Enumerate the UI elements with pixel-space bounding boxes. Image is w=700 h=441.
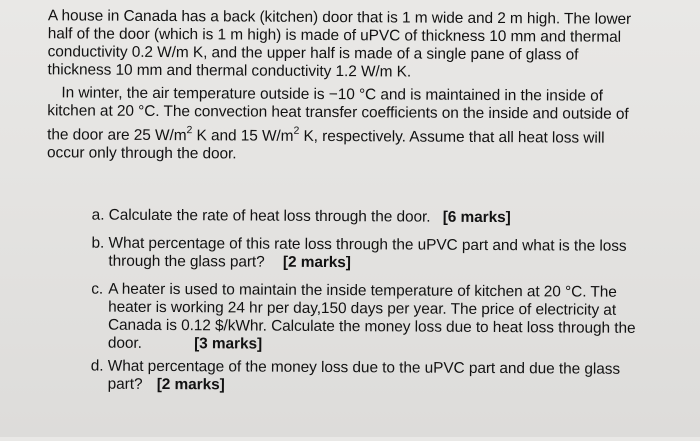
marks-label: [6 marks] xyxy=(442,208,511,227)
marks-label: [2 marks] xyxy=(282,253,351,272)
marks-label: [3 marks] xyxy=(194,335,263,353)
statement-text: K, respectively. Assume that all heat loss will xyxy=(299,127,605,147)
statement-line: A house in Canada has a back (kitchen) door that is 1 m wide and 2 m high. The lower xyxy=(47,7,632,28)
statement-text: K and 15 W/m xyxy=(192,127,294,145)
question-line xyxy=(108,253,351,272)
statement-line: In winter, the air temperature outside is −10 °C and is maintained in the inside of xyxy=(61,84,603,105)
question-line xyxy=(108,376,225,395)
superscript: 2 xyxy=(293,124,300,137)
question-text: Calculate the rate of heat loss through the door. xyxy=(108,206,431,226)
statement-line: thickness 10 mm and thermal conductivity 1.2 W/m K. xyxy=(47,61,412,81)
question-line xyxy=(108,335,262,354)
question-line: A heater is used to maintain the inside temperature of kitchen at 20 °C. The xyxy=(108,280,617,301)
question-line: What percentage of this rate loss through the uPVC part and what is the loss xyxy=(108,234,627,255)
statement-line: occur only through the door. xyxy=(47,144,237,163)
statement-line: kitchen at 20 °C. The convection heat transfer coefficients on the inside and outside of xyxy=(47,102,629,123)
question-text: part? xyxy=(107,375,143,393)
question-text: through the glass part? xyxy=(108,252,265,271)
question-letter: c. xyxy=(91,280,104,298)
question-text: door. xyxy=(107,334,142,352)
statement-text: the door are 25 W/m xyxy=(47,126,187,145)
statement-line: half of the door (which is 1 m high) is made of uPVC of thickness 10 mm and thermal xyxy=(47,25,622,46)
question-letter: d. xyxy=(90,357,104,375)
question-line: What percentage of the money loss due to the uPVC part and due the glass xyxy=(107,357,621,378)
question-letter: a. xyxy=(91,206,105,224)
question-line xyxy=(109,207,511,227)
marks-label: [2 marks] xyxy=(156,375,225,394)
question-line: heater is working 24 hr per day,150 days per year. The price of electricity at xyxy=(108,298,617,319)
question-letter: b. xyxy=(91,234,105,252)
question-line: Canada is 0.12 $/kWhr. Calculate the money loss due to heat loss through the xyxy=(107,316,636,337)
superscript: 2 xyxy=(186,124,193,137)
problem-statement xyxy=(0,0,700,163)
statement-line: conductivity 0.2 W/m K, and the upper half is made of a single pane of glass of xyxy=(47,43,579,64)
